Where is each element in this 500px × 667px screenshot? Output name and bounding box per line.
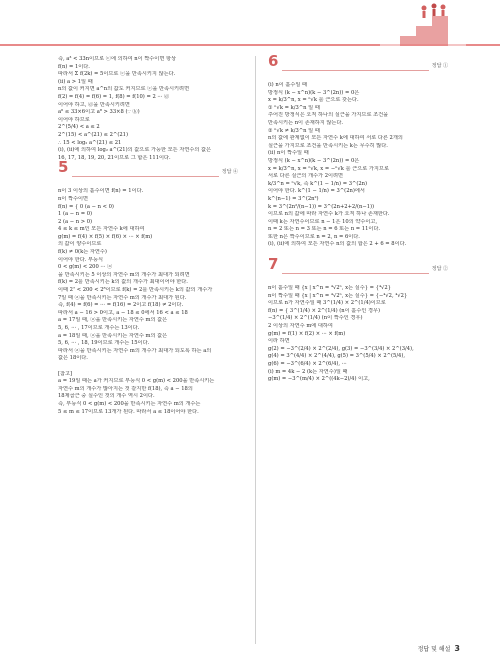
text-line: n의 값이 커지면 a^n의 값도 커지므로 ⓒ을 만족시키려면 (58, 86, 190, 93)
text-line: 자연수 m의 개수가 많아지는 것 같지만 f(18), 즉 a − 18의 (58, 385, 193, 392)
section-header-7 (268, 255, 448, 279)
page-footer (418, 644, 460, 653)
text-line: 따라서 a − 16 > 0이고, a − 18 ≤ 0에서 16 < a ≤ 18 (58, 309, 188, 316)
text-line: 7일 때 ⓐ을 만족시키는 자연수 m의 개수가 최대가 된다. (58, 294, 187, 301)
text-line: 따라서 ⓐ을 만족시키는 자연수 m의 개수가 최대가 되도록 하는 a의 (58, 347, 212, 354)
text-line: 이므로 n가 자연수일 때 3^(1/4) × 2^(1/4)이므로 (268, 300, 386, 307)
text-line: 을 만족시키는 5 이상의 자연수 m의 개수가 최대가 되려면 (58, 271, 190, 278)
text-line: x = k/3^n, x = ⁿ√k, x = −ⁿ√k 를 근으로 가지므로 (268, 165, 389, 172)
text-line: 이어야 하고, ⓓ을 만족시키려면 (58, 101, 130, 108)
text-line: 방정식 (k − x^n)(k − 3^(2n)) = 0은 (268, 89, 360, 96)
text-line: g(2) = −3^(2/4) × 2^(2/4), g(3) = −3^(3/4) × 2^(3/4), (268, 345, 414, 352)
text-line: n의 값에 관계없이 모든 자연수 k에 대하여 서로 다른 2개의 (268, 135, 403, 142)
text-line: f(k) ≠ 0(k는 자연수) (58, 249, 107, 256)
problem7-solution (268, 285, 448, 384)
text-line: 즉, 부등식 0 < g(m) < 200을 만족시키는 자연수 m의 개수는 (58, 400, 201, 407)
text-line: 16, 17, 18, 19, 20, 21이므로 그 합은 111이다. (58, 154, 171, 161)
problem4-continuation (58, 56, 238, 162)
text-line: a⁶ ≤ 33×6이고 a⁸ > 33×8 (∵ ⓑ) (58, 109, 140, 116)
text-line: n이 홀수일 때 {x | x^n = ⁴√2ⁿ, x는 실수} = {⁴√2} (268, 285, 391, 292)
text-line: 만족시키는 n이 존재하지 않는다. (268, 119, 344, 126)
text-line: 2 이상의 자연수 m에 대하여 (268, 323, 333, 330)
people-on-stairs-icon (380, 0, 466, 46)
text-line: f(k) = 2를 만족시키는 k의 값의 개수가 최대이어야 한다. (58, 279, 188, 286)
text-line: n = 2 또는 n = 3 또는 n = 6 또는 n = 11이다. (268, 226, 381, 233)
text-line: f(n) = { 3^(1/4) × 2^(1/4) (n이 홀수인 경우) (268, 307, 381, 314)
text-line: ∴ 15 < log₂ a^(21) ≤ 21 (58, 139, 122, 146)
solution-page (58, 52, 448, 646)
text-line: 1 (a − n = 0) (58, 211, 93, 218)
problem5-solution (58, 188, 238, 416)
text-line: 서로 다른 실근의 개수가 2이려면 (268, 173, 344, 180)
text-line: 이때 2⁷ < 200 < 2⁸이므로 f(k) = 2를 만족시키는 k의 값의 개수가 (58, 287, 213, 294)
text-line: 2^(15) < a^(21) ≤ 2^(21) (58, 131, 128, 138)
text-line: g(m) = f(4) × f(5) × f(6) × ··· × f(m) (58, 233, 153, 240)
text-line: g(m) = f(1) × f(2) × ··· × f(m) (268, 330, 346, 337)
text-line: 이므로 n의 값에 따라 자연수 k가 오직 하나 존재한다. (268, 211, 390, 218)
left-column (58, 56, 238, 416)
text-line: k^(n−1) = 3^(2n²) (268, 195, 319, 202)
text-line: k = 3^(2n²/(n−1)) = 3^(2n+2+2/(n−1)) (268, 203, 375, 210)
answer-badge: 정답 ② (429, 266, 448, 274)
section-number: 5 (58, 158, 69, 177)
text-line: 즉, f(4) = f(6) = ··· = f(16) = 2이고 f(18) ≠ 2이다. (58, 302, 184, 309)
text-line: 의 값이 양수이므로 (58, 241, 102, 248)
text-line: (i) n이 홀수일 때 (268, 82, 308, 88)
text-line: x = k/3^n, x = ⁿ√k 를 근으로 갖는다. (268, 97, 359, 104)
text-line: f(2) = f(4) = f(6) = 1, f(8) = f(10) = 2 ··· ⓓ (58, 93, 170, 100)
section-rule (72, 176, 238, 177)
page-number: 3 (454, 644, 460, 653)
text-line: a = 17일 때, ⓐ을 만족시키는 자연수 m의 값은 (58, 317, 168, 324)
text-line: a = 18일 때, ⓐ을 만족시키는 자연수 m의 값은 (58, 332, 168, 339)
text-line: 값은 18이다. (58, 355, 88, 362)
text-line: a = 19일 때는 a가 커지므로 부등식 0 < g(m) < 200을 만족시키는 (58, 378, 215, 385)
section-rule (282, 70, 448, 71)
text-line: (i), (ii)에 의하여 모든 자연수 n의 값의 합은 2 + 6 = 8이다. (268, 241, 407, 248)
text-line: 이때 k는 자연수이므로 n − 1은 10의 약수이고, (268, 218, 378, 225)
answer-badge: 정답 ④ (219, 169, 238, 177)
text-line: f(n) = 1이다. (58, 63, 90, 70)
text-line: 4 ≤ k ≤ m인 모든 자연수 k에 대하여 (58, 226, 145, 233)
text-line: k/3^n = ⁿ√k, 즉 k^(1 − 1/n) = 3^(2n) (268, 180, 368, 187)
text-line: 5, 6, ··· , 18, 19이므로 개수는 15이다. (58, 340, 150, 347)
text-line: ① ⁿ√k = k/3^n 일 때 (268, 104, 320, 111)
text-line: 18제곱근 중 실수인 것의 개수 역시 2이다. (58, 393, 155, 400)
text-line: 0 < g(m) < 200 ··· ⓐ (58, 264, 113, 271)
text-line: n이 짝수이면 (58, 195, 89, 202)
right-column (268, 52, 448, 384)
section-header-5 (58, 158, 238, 182)
text-line: 방정식 (k − x^n)(k − 3^(2n)) = 0은 (268, 157, 360, 164)
text-line: 5 ≤ m ≤ 17이므로 13개가 된다. 따라서 a ≤ 18이어야 한다. (58, 408, 199, 415)
text-line: g(6) = −3^(6/4) × 2^(6/4), ··· (268, 361, 347, 367)
text-line: 이어야 한다. k^(1 − 1/n) = 3^(2n)에서 (268, 188, 365, 195)
text-line: (ii) n이 짝수일 때 (268, 150, 309, 157)
section-header-6 (268, 52, 448, 76)
text-line: 이어야 하므로 (58, 116, 90, 123)
text-line: 주어진 방정식은 오직 하나의 실근을 가지므로 조건을 (268, 112, 389, 119)
text-line: 따라서 Σ f(2k) = 5이므로 ⓒ을 만족시키지 않는다. (58, 71, 176, 78)
text-line: (i) m = 4k − 2 (k는 자연수)일 때 (268, 368, 348, 375)
section-number: 7 (268, 255, 279, 274)
text-line: (ii) a > 1일 때 (58, 78, 93, 85)
text-line: (i), (ii)에 의하여 log₂ a^(21)의 값으로 가능한 모든 자연수의 값은 (58, 147, 212, 154)
column-divider (255, 56, 256, 644)
text-line: 또한 n은 짝수이므로 n = 2, n = 6이다. (268, 233, 360, 240)
text-line: 실근을 가지므로 조건을 만족시키는 k는 무수히 많다. (268, 142, 388, 149)
text-line: −3^(1/4) × 2^(1/4) (n이 짝수인 경우) (268, 315, 363, 322)
text-line: [참고] (58, 370, 73, 377)
text-line: ② ⁿ√k ≠ k/3^n 일 때 (268, 127, 320, 134)
text-line: n이 짝수일 때 {x | x^n = ⁴√2ⁿ, x는 실수} = {−⁴√2, ⁴√2} (268, 292, 408, 299)
text-line: 5, 6, ··· , 17이므로 개수는 13이다. (58, 325, 140, 331)
text-line: 즉, a³ < 33n이므로 ⓒ에 의하여 n이 짝수이면 항상 (58, 56, 176, 62)
text-line: f(n) = { 0 (a − n < 0) (58, 203, 114, 210)
text-line: n이 3 이상의 홀수이면 f(n) = 1이다. (58, 188, 144, 195)
text-line: 2^(5/4) < a ≤ 2 (58, 124, 100, 131)
text-line: 이라 하면 (268, 338, 290, 345)
text-line: g(m) = −3^(m/4) × 2^((4k−2)/4) 이고, (268, 376, 370, 383)
text-line (58, 363, 238, 371)
problem6-solution (268, 82, 448, 249)
footer-label: 정답 및 해설 (417, 646, 451, 653)
answer-badge: 정답 ① (429, 63, 448, 71)
text-line: g(4) = 3^(4/4) × 2^(4/4), g(5) = 3^(5/4) × 2^(5/4), (268, 353, 406, 360)
text-line: 이어야 한다. 부등식 (58, 256, 104, 263)
text-line: 2 (a − n > 0) (58, 218, 93, 225)
section-number: 6 (268, 52, 279, 70)
section-rule (282, 273, 448, 274)
